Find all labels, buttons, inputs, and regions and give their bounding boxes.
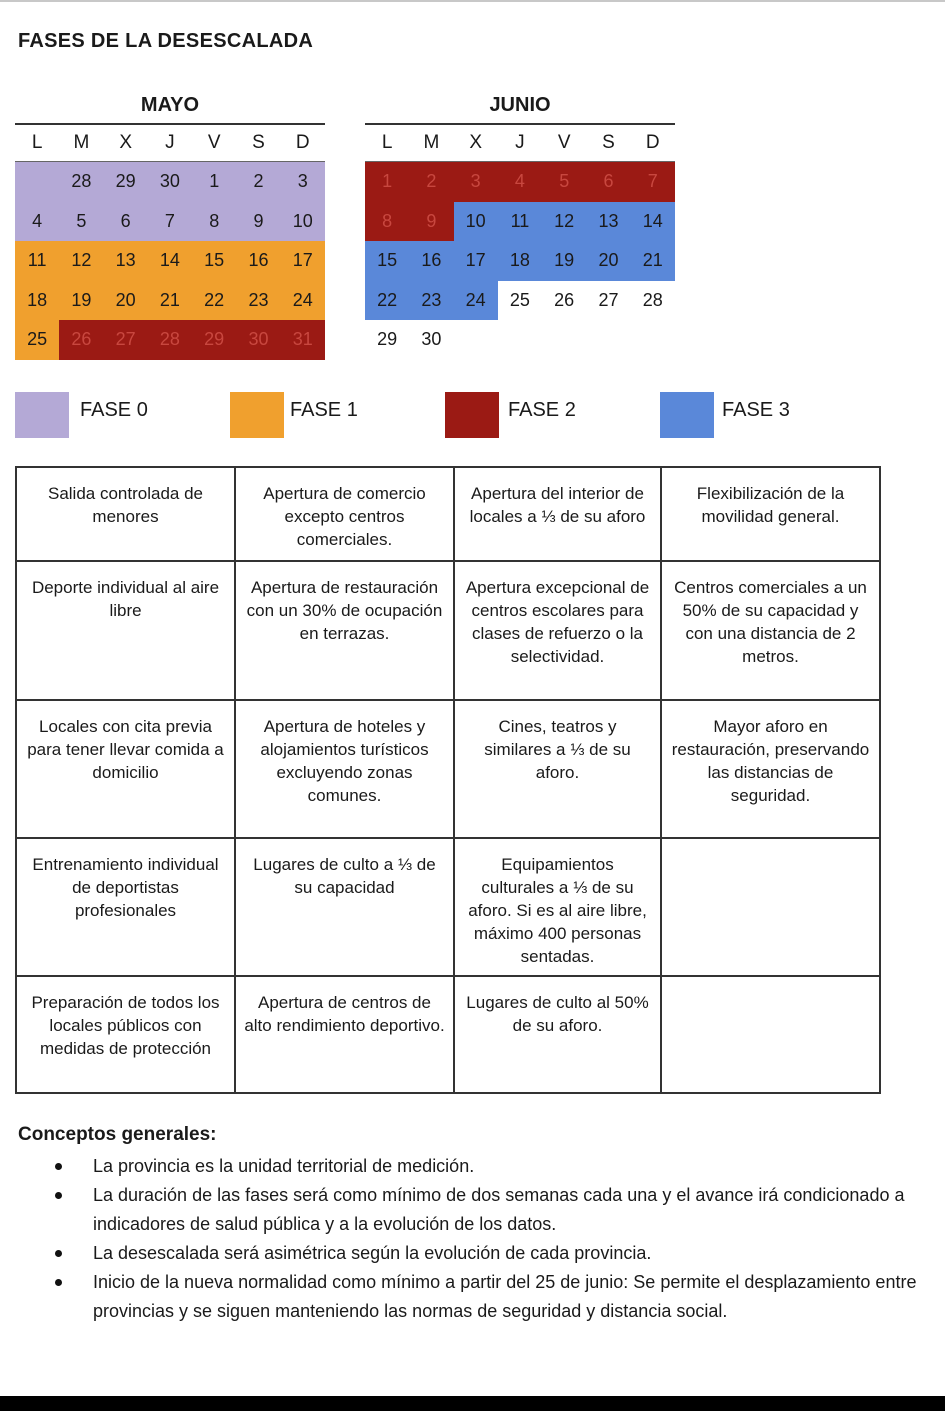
legend-label: FASE 0 xyxy=(80,399,148,421)
day-cell: 8 xyxy=(365,202,409,242)
day-cell: 11 xyxy=(15,241,59,281)
empty-day-cell xyxy=(586,320,630,360)
phase-legend xyxy=(0,392,945,440)
day-cell: 14 xyxy=(148,241,192,281)
day-cell: 3 xyxy=(454,162,498,202)
legend-label: FASE 2 xyxy=(508,399,576,421)
day-cell: 31 xyxy=(281,320,325,360)
day-cell: 18 xyxy=(15,281,59,321)
day-cell: 4 xyxy=(15,202,59,242)
week-row xyxy=(365,202,675,242)
day-cell: 16 xyxy=(409,241,453,281)
bottom-bar xyxy=(0,1396,945,1411)
weekday-label: X xyxy=(469,132,482,153)
table-cell: Centros comerciales a un 50% de su capacidad y con una distancia de 2 metros. xyxy=(661,561,880,700)
table-cell: Apertura de restauración con un 30% de ocupación en terrazas. xyxy=(235,561,454,700)
list-item: La provincia es la unidad territorial de medición. xyxy=(93,1152,928,1181)
day-cell: 17 xyxy=(454,241,498,281)
list-item: Inicio de la nueva normalidad como mínimo a partir del 25 de junio: Se permite el desplazamiento entre provincias y se siguen manteniendo las normas de seguridad y distancia social. xyxy=(93,1268,928,1326)
table-cell xyxy=(661,838,880,976)
empty-day-cell xyxy=(454,320,498,360)
weekday-label: L xyxy=(31,132,43,153)
day-cell: 20 xyxy=(586,241,630,281)
day-cell: 26 xyxy=(59,320,103,360)
day-cell: 22 xyxy=(365,281,409,321)
week-row xyxy=(365,281,675,321)
day-cell: 29 xyxy=(104,162,148,202)
table-cell: Flexibilización de la movilidad general. xyxy=(661,467,880,561)
top-divider xyxy=(0,0,945,2)
day-cell: 7 xyxy=(631,162,675,202)
day-cell: 10 xyxy=(281,202,325,242)
week-row xyxy=(365,162,675,202)
day-cell: 26 xyxy=(542,281,586,321)
weekday-label: M xyxy=(73,132,90,153)
table-cell: Deporte individual al aire libre xyxy=(16,561,235,700)
weekday-label: V xyxy=(557,132,571,153)
table-cell: Locales con cita previa para tener llevar comida a domicilio xyxy=(16,700,235,838)
legend-swatch-fase2 xyxy=(445,392,499,438)
week-row xyxy=(15,281,325,321)
day-cell: 30 xyxy=(409,320,453,360)
weekday-label: V xyxy=(207,132,221,153)
legend-swatch-fase1 xyxy=(230,392,284,438)
day-cell: 6 xyxy=(586,162,630,202)
month-title: MAYO xyxy=(140,94,200,116)
general-concepts xyxy=(18,1124,928,1326)
table-cell: Entrenamiento individual de deportistas profesionales xyxy=(16,838,235,976)
page-title: FASES DE LA DESESCALADA xyxy=(18,30,314,52)
weekday-label: S xyxy=(602,132,615,153)
day-cell: 9 xyxy=(409,202,453,242)
day-cell: 24 xyxy=(454,281,498,321)
legend-label: FASE 1 xyxy=(290,399,358,421)
day-cell: 20 xyxy=(104,281,148,321)
legend-label: FASE 3 xyxy=(722,399,790,421)
table-cell: Apertura excepcional de centros escolares para clases de refuerzo o la selectividad. xyxy=(454,561,661,700)
table-row xyxy=(16,976,880,1093)
table-cell: Apertura de centros de alto rendimiento deportivo. xyxy=(235,976,454,1093)
day-cell: 2 xyxy=(409,162,453,202)
weekday-label: J xyxy=(165,132,175,153)
table-cell: Preparación de todos los locales públicos con medidas de protección xyxy=(16,976,235,1093)
empty-day-cell xyxy=(498,320,542,360)
concepts-list xyxy=(18,1152,928,1326)
month-title: JUNIO xyxy=(489,94,551,116)
week-row xyxy=(365,320,675,360)
day-cell: 27 xyxy=(586,281,630,321)
table-cell: Apertura de hoteles y alojamientos turísticos excluyendo zonas comunes. xyxy=(235,700,454,838)
day-cell: 17 xyxy=(281,241,325,281)
weekday-label: X xyxy=(119,132,132,153)
week-row xyxy=(365,241,675,281)
list-item: La desescalada será asimétrica según la evolución de cada provincia. xyxy=(93,1239,928,1268)
empty-day-cell xyxy=(542,320,586,360)
weekday-label: L xyxy=(381,132,393,153)
table-cell: Salida controlada de menores xyxy=(16,467,235,561)
day-cell: 13 xyxy=(586,202,630,242)
day-cell: 5 xyxy=(59,202,103,242)
day-cell: 22 xyxy=(192,281,236,321)
day-cell: 7 xyxy=(148,202,192,242)
day-cell: 1 xyxy=(365,162,409,202)
week-row xyxy=(15,202,325,242)
day-cell: 4 xyxy=(498,162,542,202)
measures-table xyxy=(15,466,881,1094)
day-cell: 24 xyxy=(281,281,325,321)
weekday-header xyxy=(365,125,675,161)
day-cell: 1 xyxy=(192,162,236,202)
day-cell: 21 xyxy=(631,241,675,281)
day-cell: 23 xyxy=(236,281,280,321)
day-cell: 19 xyxy=(542,241,586,281)
day-grid xyxy=(15,162,325,360)
day-cell: 18 xyxy=(498,241,542,281)
table-cell xyxy=(661,976,880,1093)
day-cell: 28 xyxy=(631,281,675,321)
day-cell: 25 xyxy=(498,281,542,321)
day-cell: 13 xyxy=(104,241,148,281)
table-cell: Equipamientos culturales a ⅓ de su aforo. Si es al aire libre, máximo 400 personas sentadas. xyxy=(454,838,661,976)
legend-swatch-fase0 xyxy=(15,392,69,438)
table-cell: Lugares de culto al 50% de su aforo. xyxy=(454,976,661,1093)
list-item: La duración de las fases será como mínimo de dos semanas cada una y el avance irá condicionado a indicadores de salud pública y a la evolución de los datos. xyxy=(93,1181,928,1239)
day-cell: 12 xyxy=(59,241,103,281)
day-cell: 19 xyxy=(59,281,103,321)
table-cell: Apertura de comercio excepto centros comerciales. xyxy=(235,467,454,561)
weekday-label: J xyxy=(515,132,525,153)
table-row xyxy=(16,561,880,700)
day-cell: 23 xyxy=(409,281,453,321)
day-cell: 15 xyxy=(192,241,236,281)
day-cell: 16 xyxy=(236,241,280,281)
calendar-june xyxy=(365,90,675,360)
week-row xyxy=(15,320,325,360)
day-cell: 28 xyxy=(59,162,103,202)
day-cell: 29 xyxy=(365,320,409,360)
empty-day-cell xyxy=(15,162,59,202)
table-cell: Cines, teatros y similares a ⅓ de su aforo. xyxy=(454,700,661,838)
day-grid xyxy=(365,162,675,360)
day-cell: 28 xyxy=(148,320,192,360)
calendar-may xyxy=(15,90,325,360)
day-cell: 9 xyxy=(236,202,280,242)
weekday-label: D xyxy=(645,132,660,153)
table-row xyxy=(16,467,880,561)
table-cell: Lugares de culto a ⅓ de su capacidad xyxy=(235,838,454,976)
table-row xyxy=(16,700,880,838)
table-row xyxy=(16,838,880,976)
weekday-label: S xyxy=(252,132,265,153)
day-cell: 11 xyxy=(498,202,542,242)
day-cell: 14 xyxy=(631,202,675,242)
day-cell: 2 xyxy=(236,162,280,202)
day-cell: 29 xyxy=(192,320,236,360)
day-cell: 5 xyxy=(542,162,586,202)
week-row xyxy=(15,162,325,202)
day-cell: 21 xyxy=(148,281,192,321)
legend-swatch-fase3 xyxy=(660,392,714,438)
week-row xyxy=(15,241,325,281)
day-cell: 6 xyxy=(104,202,148,242)
day-cell: 15 xyxy=(365,241,409,281)
day-cell: 30 xyxy=(236,320,280,360)
day-cell: 10 xyxy=(454,202,498,242)
table-cell: Mayor aforo en restauración, preservando las distancias de seguridad. xyxy=(661,700,880,838)
table-cell: Apertura del interior de locales a ⅓ de su aforo xyxy=(454,467,661,561)
day-cell: 8 xyxy=(192,202,236,242)
weekday-label: M xyxy=(423,132,440,153)
day-cell: 30 xyxy=(148,162,192,202)
empty-day-cell xyxy=(631,320,675,360)
day-cell: 27 xyxy=(104,320,148,360)
day-cell: 3 xyxy=(281,162,325,202)
weekday-header xyxy=(15,125,325,161)
concepts-heading: Conceptos generales: xyxy=(18,1124,217,1145)
day-cell: 12 xyxy=(542,202,586,242)
day-cell: 25 xyxy=(15,320,59,360)
weekday-label: D xyxy=(295,132,310,153)
